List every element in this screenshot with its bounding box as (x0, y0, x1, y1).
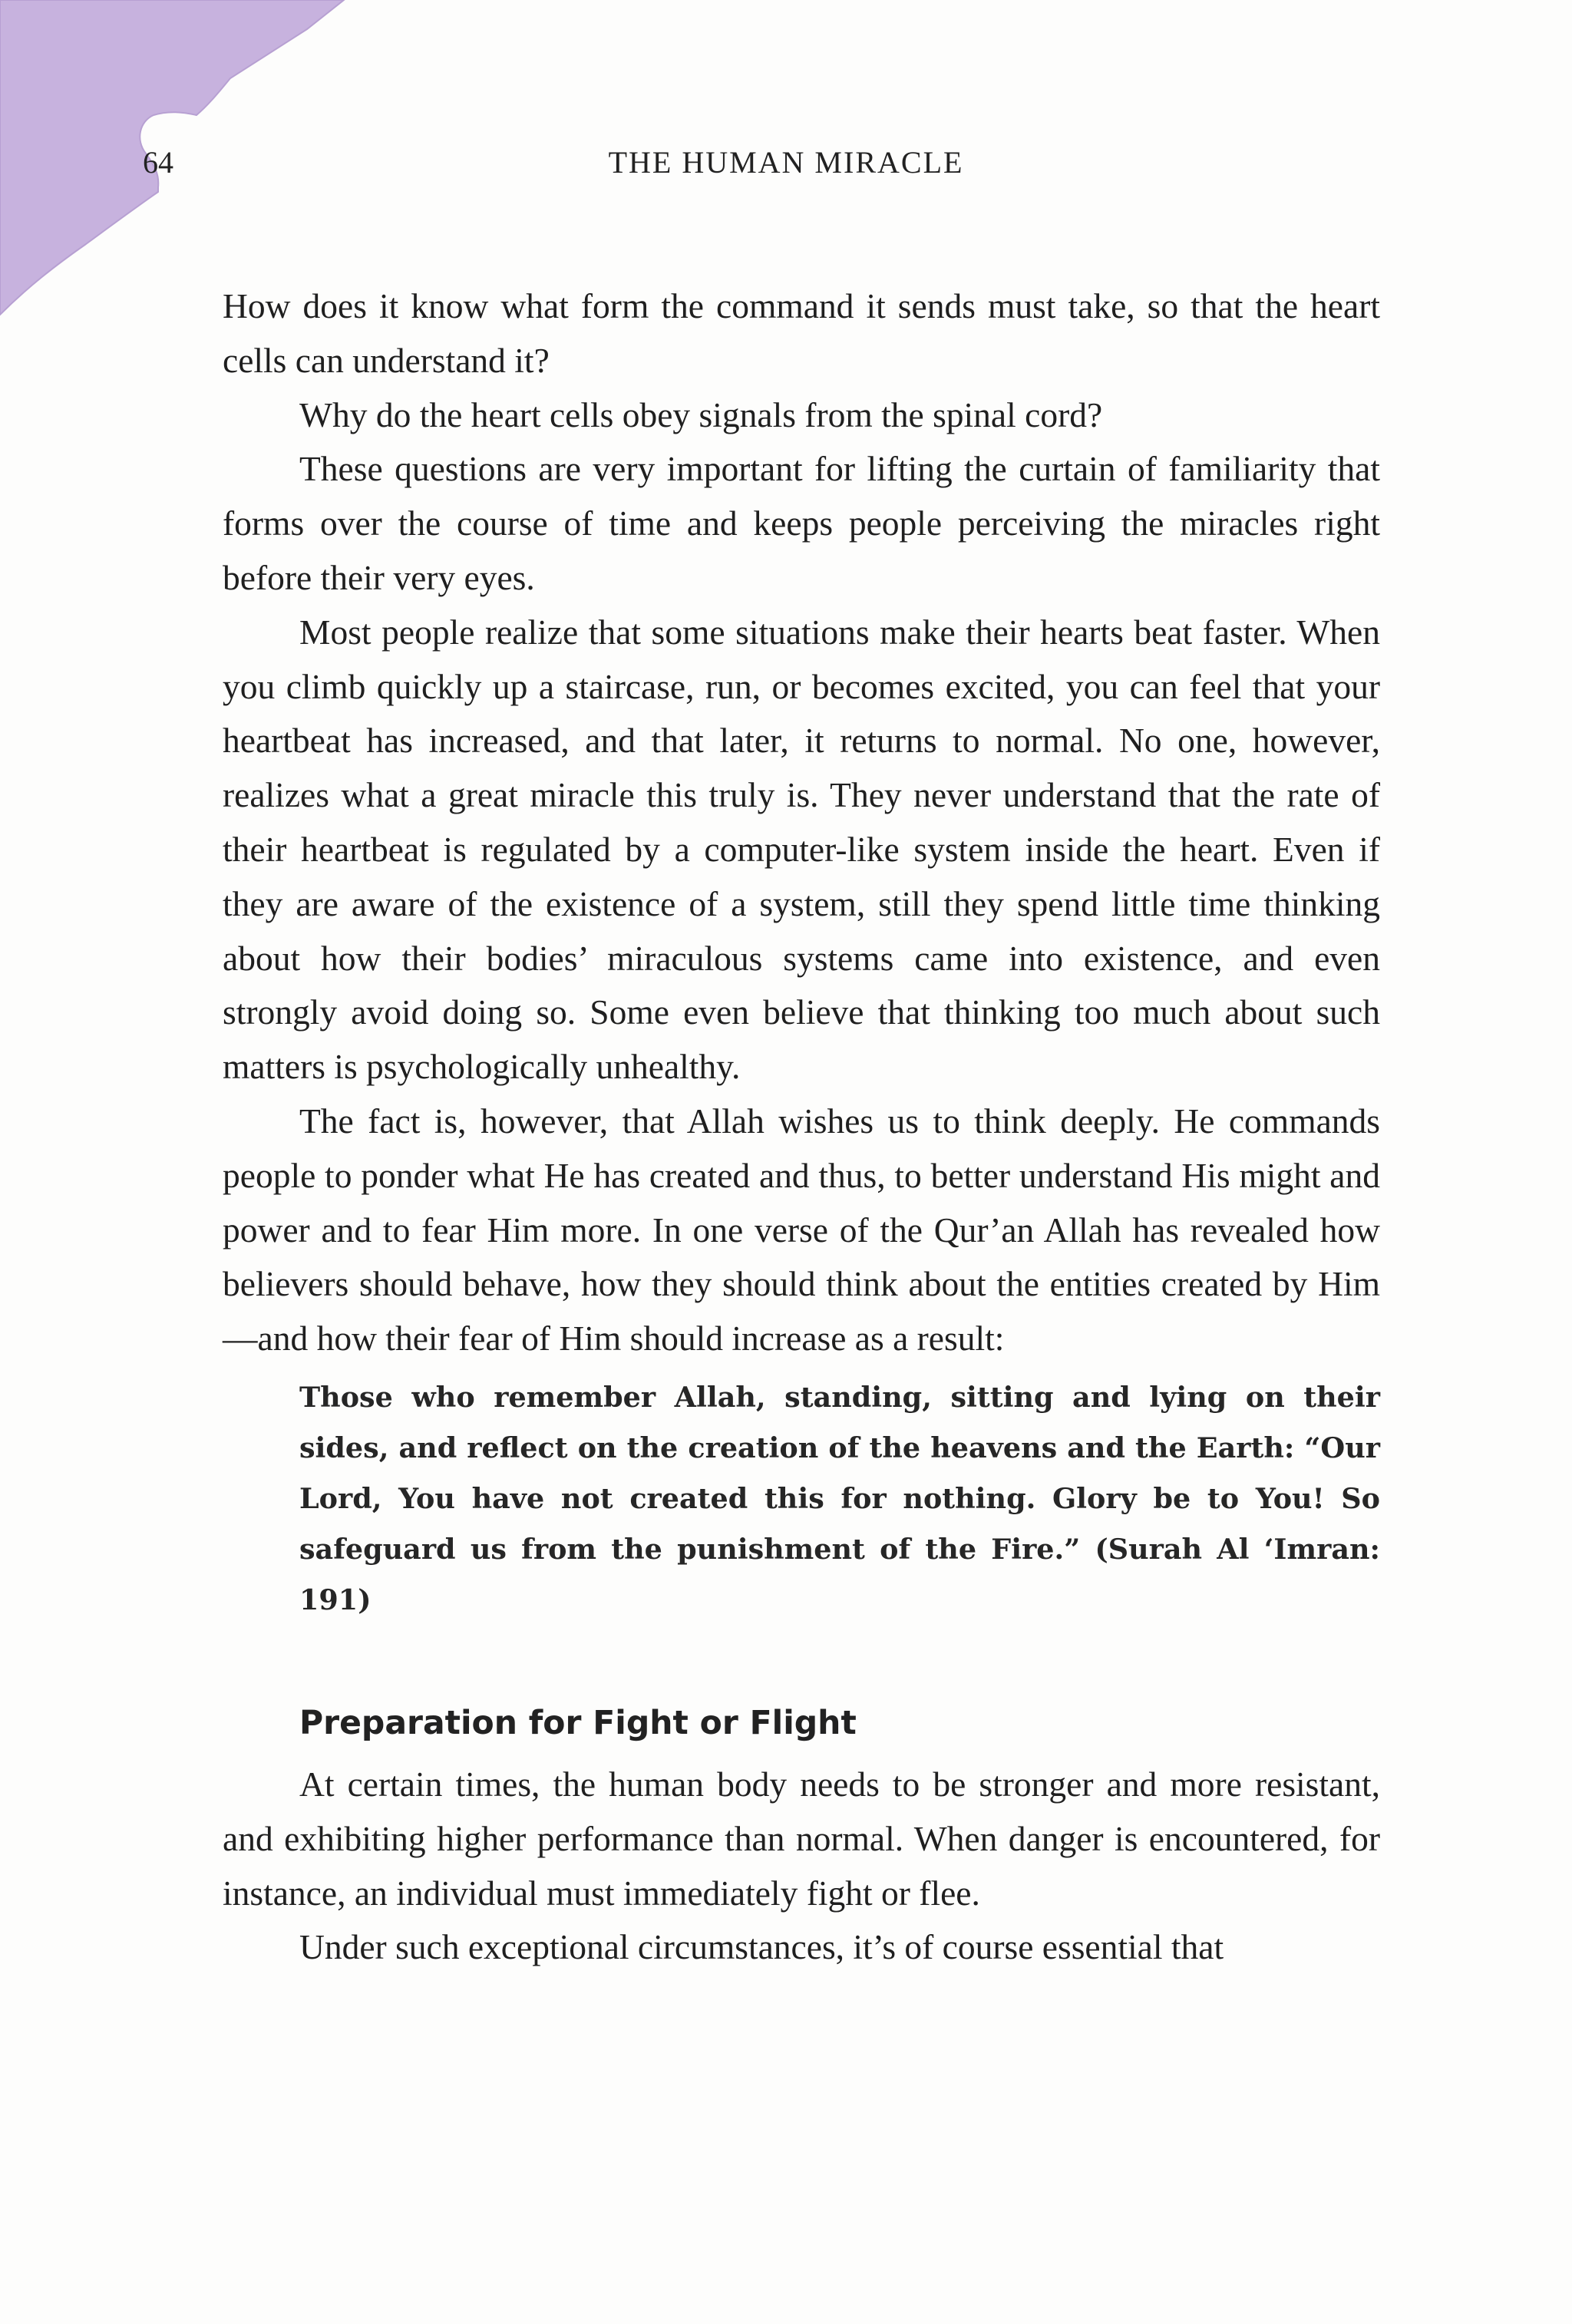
running-head: THE HUMAN MIRACLE (608, 145, 964, 180)
quran-verse-quote: Those who remember Allah, standing, sitting and lying on their sides, and reflect on the creation of the heavens and the Earth: “Our Lord, You have not created this for nothing. Glory be to You! So safeguard us from the punishment of the Fire.” (Surah Al ‘Imran: 191) (299, 1380, 1380, 1616)
page-number: 64 (143, 145, 173, 180)
section-heading: Preparation for Fight or Flight (299, 1704, 857, 1742)
body-text (223, 279, 1380, 1975)
paragraph: At certain times, the human body needs to be stronger and more resistant, and exhibiting higher performance than normal. When danger is encountered, for instance, an individual must immediately fight or flee. (223, 1764, 1380, 1913)
paragraph: The fact is, however, that Allah wishes us to think deeply. He commands people to ponder what He has created and thus, to better understand His might and power and to fear Him more. In one verse of the Qur’an Allah has revealed how believers should behave, how they should think about the entities created by Him—and how their fear of Him should increase as a result: (223, 1101, 1380, 1358)
paragraph: These questions are very important for lifting the curtain of familiarity that forms over the course of time and keeps people perceiving the miracles right before their very eyes. (223, 449, 1380, 597)
paragraph: Under such exceptional circumstances, it’s of course essential that (299, 1927, 1224, 1967)
paragraph: Most people realize that some situations make their hearts beat faster. When you climb quickly up a staircase, run, or becomes excited, you can feel that your heartbeat has increased, and that later, it returns to normal. No one, however, realizes what a great miracle this truly is. They never understand that the rate of their heartbeat is regulated by a computer-like system inside the heart. Even if they are aware of the existence of a system, still they spend little time thinking about how their bodies’ miraculous systems came into existence, and even strongly avoid doing so. Some even believe that thinking too much about such matters is psychologically unhealthy. (223, 612, 1380, 1087)
paragraph: How does it know what form the command it sends must take, so that the heart cells can understand it? (223, 286, 1380, 380)
paragraph: Why do the heart cells obey signals from the spinal cord? (299, 394, 1103, 434)
